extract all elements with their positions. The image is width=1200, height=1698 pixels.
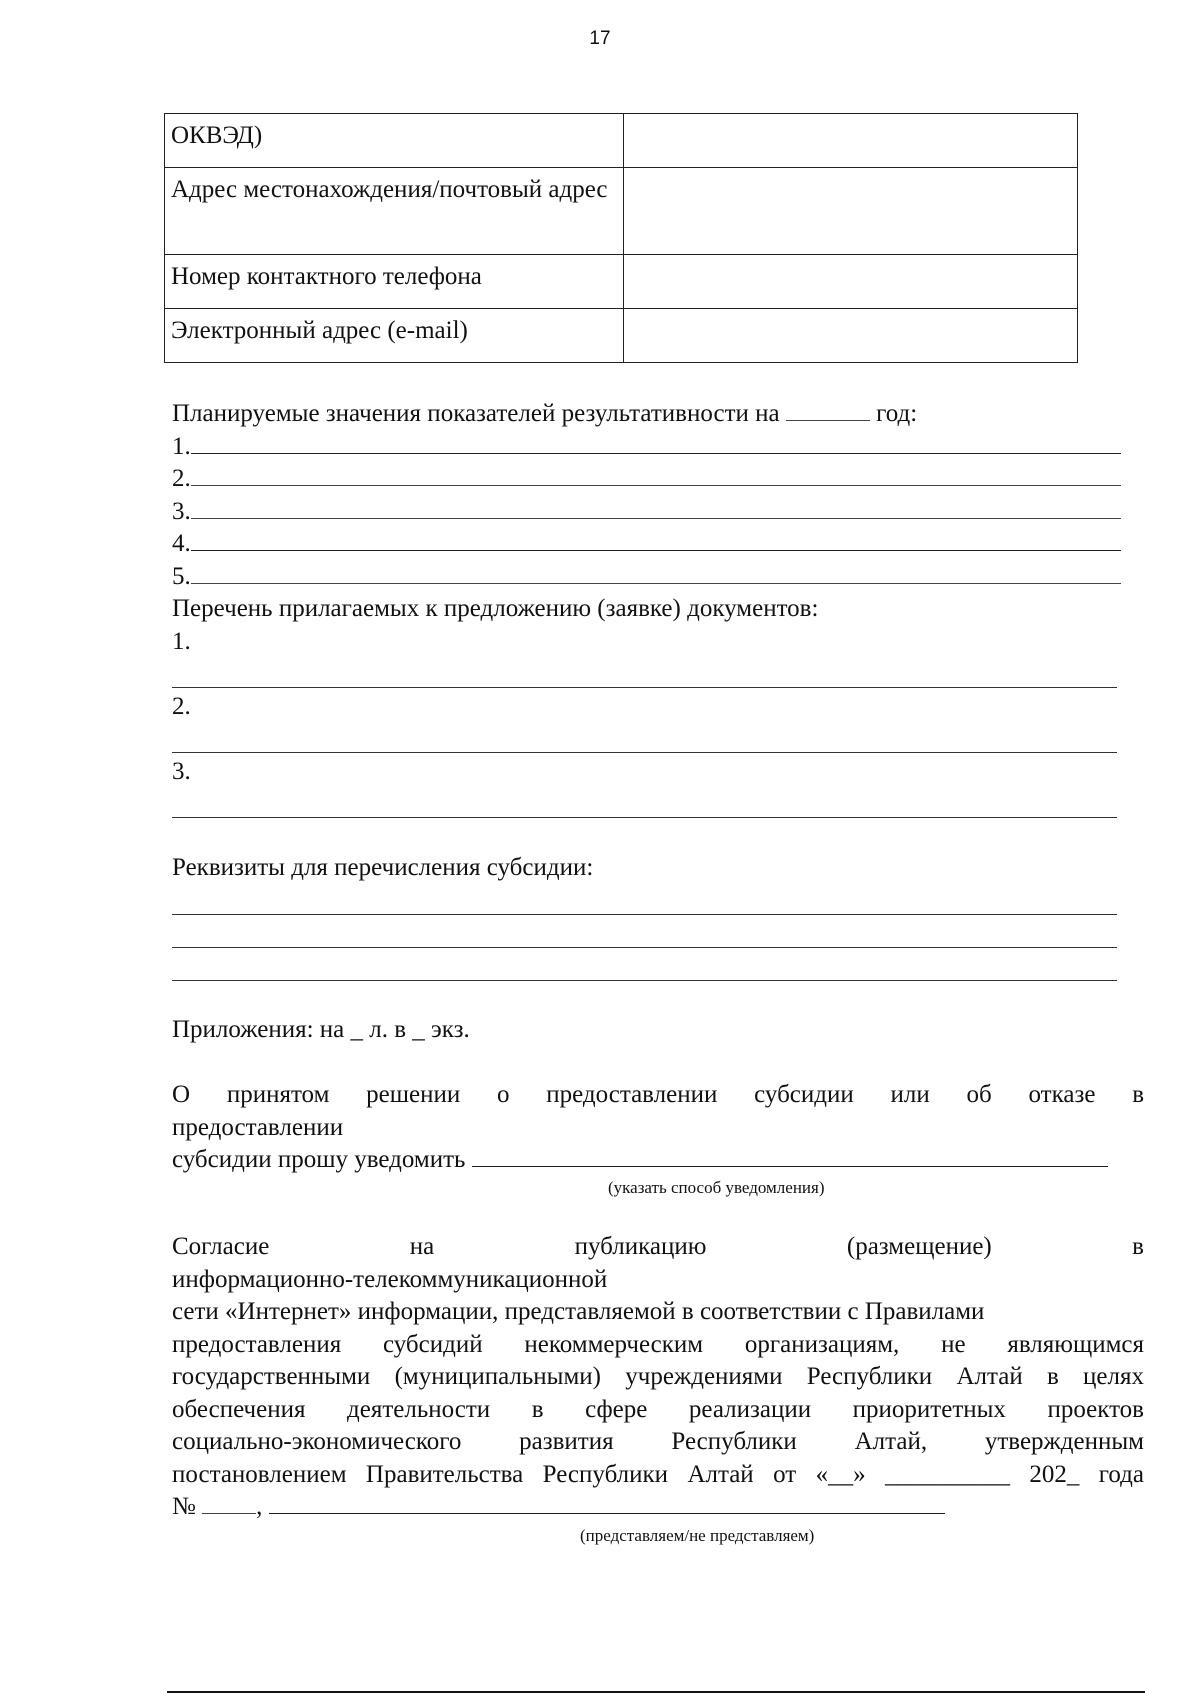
consent-line-7: социально-экономического развития Республики Алтай, утвержденным (172, 1428, 1144, 1455)
phone-label: Номер контактного телефона (165, 255, 624, 309)
consent-line-1: Согласие на публикацию (размещение) в (172, 1233, 1144, 1260)
phone-value[interactable] (624, 255, 1078, 309)
consent-line-8: постановлением Правительства Республики Алтай от «__» __________ 202_ года (172, 1460, 1144, 1488)
address-label: Адрес местонахождения/почтовый адрес (165, 168, 624, 255)
indicator-number: 5. (172, 562, 191, 590)
consent-line-2: информационно-телекоммуникационной (172, 1265, 608, 1293)
address-value[interactable] (624, 168, 1078, 255)
okved-value[interactable] (624, 114, 1078, 168)
attachments-text: Приложения: на _ л. в _ экз. (172, 1016, 470, 1043)
consent-choice-blank[interactable] (269, 1491, 945, 1514)
table-row (165, 309, 1078, 363)
consent-line-5: государственными (муниципальными) учреждениями Республики Алтай в целях (172, 1363, 1144, 1390)
requisites-heading: Реквизиты для перечисления субсидии: (172, 854, 594, 881)
indicator-blank[interactable] (191, 496, 1121, 519)
notification-section (172, 1079, 1144, 1177)
notification-line-3 (172, 1144, 1144, 1177)
requisites-line-2[interactable] (172, 947, 1117, 948)
notification-caption: (указать способ уведомления) (608, 1178, 825, 1197)
indicator-blank[interactable] (191, 528, 1121, 551)
consent-line-4: предоставления субсидий некоммерческим организациям, не являющимся (172, 1330, 1144, 1358)
indicator-line-1 (172, 431, 1132, 464)
consent-line-9 (172, 1491, 1144, 1524)
document-line-2[interactable] (172, 752, 1117, 753)
page-number: 17 (589, 28, 611, 49)
notification-method-blank[interactable] (472, 1144, 1108, 1167)
indicator-line-5 (172, 561, 1132, 594)
indicators-section (172, 398, 1132, 658)
notification-line-2: предоставлении (172, 1113, 344, 1141)
document-item-1: 1. (172, 627, 191, 655)
consent-line-6: обеспечения деятельности в сфере реализации приоритетных проектов (172, 1395, 1144, 1423)
documents-heading: Перечень прилагаемых к предложению (заявке) документов: (172, 595, 819, 622)
decree-number-blank[interactable] (202, 1491, 256, 1514)
indicators-heading (172, 398, 1132, 431)
indicator-blank[interactable] (191, 431, 1121, 454)
document-item-2: 2. (172, 693, 191, 720)
table-row (165, 255, 1078, 309)
number-sign: № (172, 1493, 196, 1520)
indicator-number: 2. (172, 465, 191, 492)
indicator-blank[interactable] (191, 561, 1121, 584)
year-blank[interactable] (786, 398, 870, 421)
consent-caption: (представляем/не представляем) (580, 1526, 815, 1545)
indicator-line-4 (172, 528, 1132, 561)
email-value[interactable] (624, 309, 1078, 363)
notification-line-3-text: субсидии прошу уведомить (172, 1146, 466, 1173)
document-line-1[interactable] (172, 687, 1117, 688)
requisites-line-1[interactable] (172, 914, 1117, 915)
document-line-3[interactable] (172, 817, 1117, 818)
email-label: Электронный адрес (e-mail) (165, 309, 624, 363)
indicators-heading-year: год: (876, 400, 918, 427)
table-row (165, 114, 1078, 168)
indicator-line-3 (172, 496, 1132, 529)
indicator-line-2 (172, 463, 1132, 496)
footer-rule (167, 1691, 1145, 1693)
indicator-blank[interactable] (191, 463, 1121, 486)
indicators-heading-text: Планируемые значения показателей результативности на (172, 400, 780, 427)
organization-info-table (164, 113, 1078, 363)
okved-label: ОКВЭД) (165, 114, 624, 168)
indicator-number: 3. (172, 497, 191, 525)
indicator-number: 1. (172, 432, 191, 460)
consent-section (172, 1231, 1144, 1524)
comma: , (256, 1493, 263, 1520)
table-row (165, 168, 1078, 255)
consent-line-3: сети «Интернет» информации, представляемой в соответствии с Правилами (172, 1298, 985, 1325)
indicator-number: 4. (172, 530, 191, 557)
document-item-3: 3. (172, 758, 191, 785)
notification-line-1: О принятом решении о предоставлении субсидии или об отказе в (172, 1081, 1144, 1108)
requisites-line-3[interactable] (172, 980, 1117, 981)
